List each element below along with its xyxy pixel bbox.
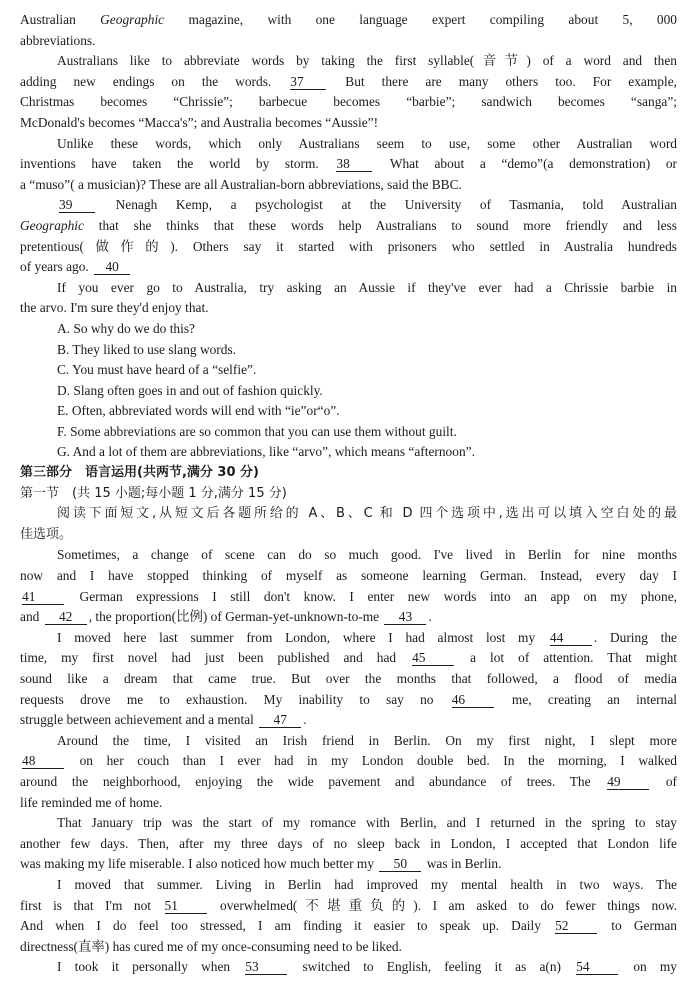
option-f: F. Some abbreviations are so common that you can use them without guilt. — [57, 423, 457, 439]
text-line: 48 on her couch than I ever had in my London double bed. In the morning, I walked — [22, 753, 677, 769]
blank-47[interactable]: 47 — [259, 713, 301, 728]
option-c: C. You must have heard of a “selfie”. — [57, 362, 257, 378]
text-line: Australians like to abbreviate words by taking the first syllable(音节) of a word and then — [57, 53, 677, 69]
magazine-name: Geographic — [20, 217, 84, 233]
blank-43[interactable]: 43 — [384, 610, 426, 625]
text-line: sound like a dream that came true. But over the months that followed, a flood of media — [20, 671, 677, 686]
blank-46[interactable]: 46 — [452, 693, 494, 708]
text-line: 39 Nenagh Kemp, a psychologist at the University of Tasmania, told Australian — [59, 197, 677, 213]
text-line: If you ever go to Australia, try asking an Aussie if they've ever had a Chrissie barbie in — [57, 279, 677, 295]
section-subtitle: 第一节 (共 15 小题;每小题 1 分,满分 15 分) — [20, 485, 287, 501]
text-line: Australian Geographic magazine, with one language expert compiling about 5, 000 — [20, 12, 677, 27]
text-line: abbreviations. — [20, 32, 96, 48]
text-line: another few days. Then, after my three days of no sleep back in London, I accepted that London life — [20, 835, 677, 851]
text-line: I moved here last summer from London, where I had almost lost my 44 . During the — [57, 629, 677, 645]
text-line: life reminded me of home. — [20, 794, 163, 810]
blank-53[interactable]: 53 — [245, 960, 287, 975]
option-e: E. Often, abbreviated words will end with “ie”or“o”. — [57, 403, 340, 419]
text-line: Sometimes, a change of scene can do so much good. I've lived in Berlin for nine months — [57, 547, 677, 563]
text-line: That January trip was the start of my romance with Berlin, and I returned in the spring to stay — [57, 815, 677, 831]
text-line: around the neighborhood, enjoying the wide pavement and abundance of trees. The 49 of — [20, 773, 677, 789]
blank-52[interactable]: 52 — [555, 919, 597, 934]
text-line: requests drove me to exhaustion. My inability to say no 46 me, creating an internal — [20, 691, 677, 707]
blank-49[interactable]: 49 — [607, 775, 649, 790]
text-line: a “muso”( a musician)? These are all Australian-born abbreviations, said the BBC. — [20, 176, 462, 192]
text-line: first is that I'm not 51 overwhelmed(不堪重负的). I am asked to do fewer things now. — [20, 897, 677, 913]
blank-37[interactable]: 37 — [290, 75, 326, 90]
option-g: G. And a lot of them are abbreviations, like “arvo”, which means “afternoon”. — [57, 444, 475, 460]
text-line: directness(直率) has cured me of my once-consuming need to be liked. — [20, 938, 402, 954]
text-line: I took it personally when 53 switched to English, feeling it as a(n) 54 on my — [57, 959, 677, 975]
instruction-line: 阅读下面短文,从短文后各题所给的 A、B、C 和 D 四个选项中,选出可以填入空白处的最 — [57, 506, 677, 522]
text-line: I moved that summer. Living in Berlin had improved my mental health in two ways. The — [57, 876, 677, 892]
text-line: adding new endings on the words. 37 But there are many others too. For example, — [20, 73, 677, 89]
text-line: Around the time, I visited an Irish friend in Berlin. On my first night, I slept more — [57, 732, 677, 748]
blank-50[interactable]: 50 — [379, 857, 421, 872]
text-line: Geographic that she thinks that these words help Australians to sound more friendly and less — [20, 217, 677, 233]
blank-48[interactable]: 48 — [22, 754, 64, 769]
text-line: Unlike these words, which only Australians seem to use, some other Australian word — [57, 135, 677, 151]
blank-38[interactable]: 38 — [336, 157, 372, 172]
text-line: McDonald's becomes “Macca's”; and Australia becomes “Aussie”! — [20, 114, 379, 130]
blank-51[interactable]: 51 — [165, 899, 207, 914]
text-line: and 42 , the proportion(比例) of German-yet-unknown-to-me 43 . — [20, 609, 432, 625]
text-line: 41 German expressions I still don't know. I enter new words into an app on my phone, — [22, 588, 677, 604]
blank-45[interactable]: 45 — [412, 651, 454, 666]
option-b: B. They liked to use slang words. — [57, 341, 237, 357]
instruction-line: 佳选项。 — [20, 526, 73, 542]
text-line: of years ago. 40 — [20, 257, 677, 278]
section-title: 第三部分 语言运用(共两节,满分 30 分) — [20, 465, 259, 481]
blank-40[interactable]: 40 — [94, 260, 130, 275]
text-line: now and I have stopped thinking of myself as someone learning German. Instead, every day I — [20, 568, 677, 584]
blank-39[interactable]: 39 — [59, 198, 95, 213]
text-line: And when I do feel too stressed, I am finding it easier to speak up. Daily 52 to German — [20, 918, 677, 934]
text-line: struggle between achievement and a mental 47 . — [20, 712, 307, 728]
blank-54[interactable]: 54 — [576, 960, 618, 975]
blank-44[interactable]: 44 — [550, 631, 592, 646]
blank-41[interactable]: 41 — [22, 590, 64, 605]
option-a: A. So why do we do this? — [57, 320, 195, 336]
option-d: D. Slang often goes in and out of fashion quickly. — [57, 382, 323, 398]
text-line: the arvo. I'm sure they'd enjoy that. — [20, 300, 209, 316]
text-line: time, my first novel had just been published and had 45 a lot of attention. That might — [20, 650, 677, 666]
magazine-name: Geographic — [100, 12, 165, 27]
text-line: pretentious(做作的). Others say it started with prisoners who settled in Australia hundreds — [20, 238, 677, 254]
blank-42[interactable]: 42 — [45, 610, 87, 625]
text-line: inventions have taken the world by storm. 38 What about a “demo”(a demonstration) or — [20, 156, 677, 172]
text-line: was making my life miserable. I also noticed how much better my 50 was in Berlin. — [20, 856, 502, 872]
text-line: Christmas becomes “Chrissie”; barbecue becomes “barbie”; sandwich becomes “sanga”; — [20, 94, 677, 110]
